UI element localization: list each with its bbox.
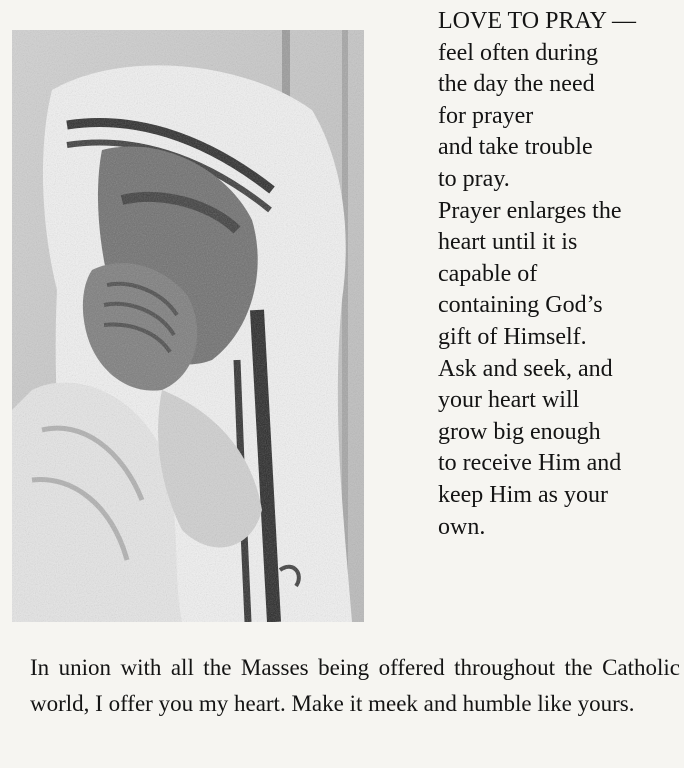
verse-line: Prayer enlarges the — [438, 197, 622, 224]
verse-line: heart until it is — [438, 229, 578, 256]
verse-line: LOVE TO PRAY — — [438, 8, 637, 34]
verse-line: feel often during — [438, 39, 598, 66]
verse-line: your heart will — [438, 387, 580, 414]
verse-line: containing God’s — [438, 292, 603, 319]
verse-line: to receive Him and — [438, 450, 622, 477]
verse-line: Ask and seek, and — [438, 355, 613, 382]
verse-line: own. — [438, 513, 486, 540]
prayer-verse — [438, 6, 684, 543]
closing-prayer: In union with all the Masses being offered throughout the Catholic world, I offer you my heart. Make it meek and humble like yours. — [30, 655, 680, 716]
verse-line: keep Him as your — [438, 481, 608, 508]
verse-line: for prayer — [438, 102, 534, 129]
verse-line: grow big enough — [438, 418, 601, 445]
verse-line: capable of — [438, 260, 538, 287]
verse-line: the day the need — [438, 71, 595, 98]
photo-illustration — [12, 30, 364, 622]
verse-line: gift of Himself. — [438, 323, 587, 350]
praying-nun-photo — [12, 30, 364, 622]
verse-line: and take trouble — [438, 134, 593, 161]
verse-line: to pray. — [438, 165, 510, 192]
